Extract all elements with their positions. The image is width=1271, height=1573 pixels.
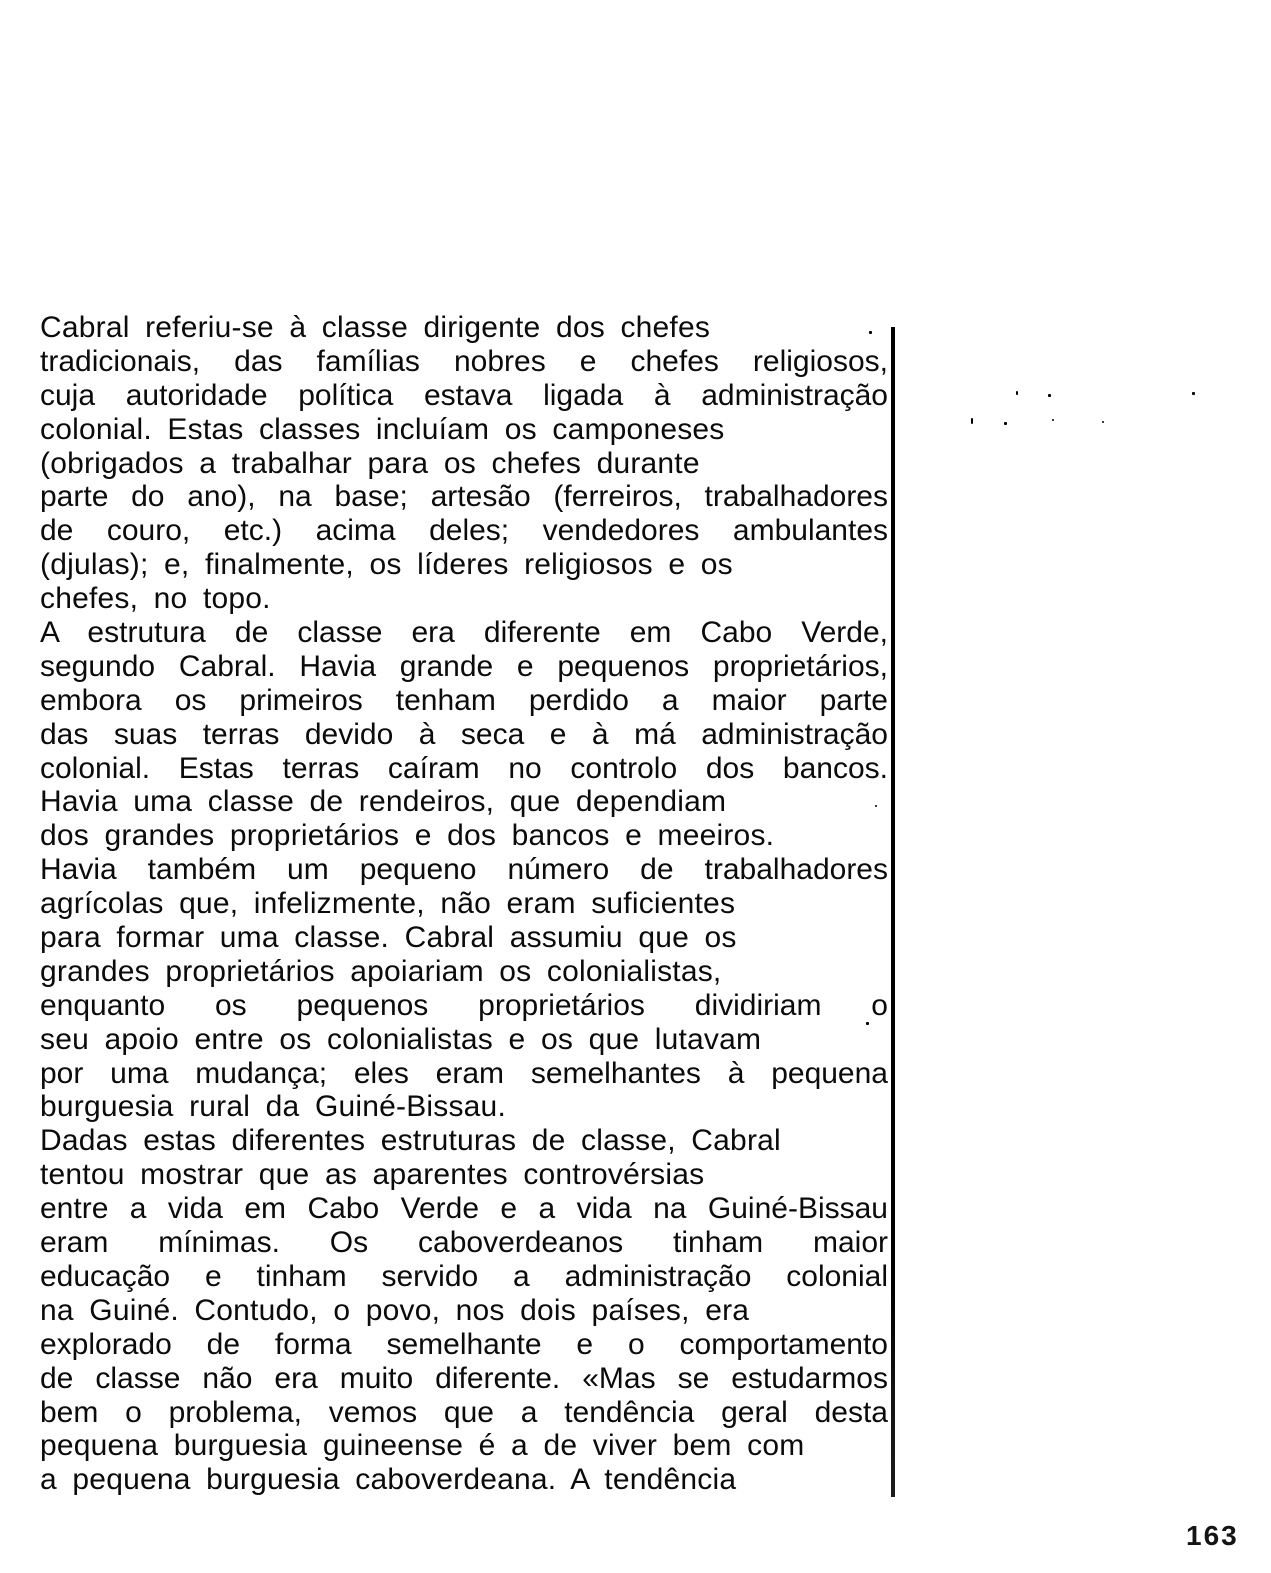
text-line: explorado de forma semelhante e o comportamento — [40, 1327, 888, 1361]
scan-speck — [1016, 391, 1018, 395]
text-line: Cabral referiu-se à classe dirigente dos chefes — [40, 311, 711, 344]
text-line: entre a vida em Cabo Verde e a vida na Guiné-Bissau — [40, 1192, 888, 1226]
text-line: (obrigados a trabalhar para os chefes durante — [40, 446, 700, 480]
text-line: tradicionais, das famílias nobres e chefes religiosos, — [40, 344, 888, 378]
scan-speck — [1052, 419, 1054, 421]
scan-speck — [1048, 394, 1051, 397]
text-line: pequena burguesia guineense é a de viver bem com — [40, 1429, 805, 1463]
text-line: burguesia rural da Guiné-Bissau. — [40, 1090, 506, 1124]
text-line: Havia uma classe de rendeiros, que dependiam — [40, 785, 727, 819]
text-line: cuja autoridade política estava ligada à administração — [40, 378, 888, 412]
text-line: na Guiné. Contudo, o povo, nos dois países, era — [40, 1293, 750, 1327]
text-line: seu apoio entre os colonialistas e os que lutavam — [40, 1022, 762, 1056]
text-line: por uma mudança; eles eram semelhantes à pequena — [40, 1056, 888, 1090]
text-line: colonial. Estas classes incluíam os camponeses — [40, 412, 725, 446]
text-line: a pequena burguesia caboverdeana. A tendência — [40, 1463, 737, 1497]
text-line: embora os primeiros tenham perdido a maior parte — [40, 683, 888, 717]
scan-speck — [1192, 392, 1195, 395]
text-line: eram mínimas. Os caboverdeanos tinham maior — [40, 1226, 888, 1260]
text-line: Havia também um pequeno número de trabalhadores — [40, 853, 888, 887]
text-line: tentou mostrar que as aparentes controvérsias — [40, 1158, 705, 1192]
text-line: de couro, etc.) acima deles; vendedores ambulantes — [40, 514, 888, 548]
text-line: Dadas estas diferentes estruturas de classe, Cabral — [40, 1124, 781, 1158]
text-line: grandes proprietários apoiariam os colonialistas, — [40, 954, 722, 988]
text-line: segundo Cabral. Havia grande e pequenos proprietários, — [40, 649, 888, 683]
text-block — [40, 311, 888, 1497]
scan-speck — [875, 805, 877, 807]
scan-speck — [1102, 421, 1104, 423]
text-line: colonial. Estas terras caíram no controlo dos bancos. — [40, 751, 888, 785]
text-line: para formar uma classe. Cabral assumiu que os — [40, 921, 737, 955]
text-line: enquanto os pequenos proprietários dividiriam o — [40, 988, 888, 1022]
text-line: das suas terras devido à seca e à má administração — [40, 717, 888, 751]
page-number: 163 — [1186, 1520, 1239, 1551]
scan-speck — [1004, 422, 1007, 425]
text-line: (djulas); e, finalmente, os líderes religiosos e os — [40, 548, 733, 582]
scan-speck — [869, 331, 872, 334]
column-divider-line — [891, 327, 895, 1497]
text-line: parte do ano), na base; artesão (ferreiros, trabalhadores — [40, 480, 888, 514]
text-line: dos grandes proprietários e dos bancos e meeiros. — [40, 819, 775, 853]
text-line: de classe não era muito diferente. «Mas se estudarmos — [40, 1361, 888, 1395]
text-line: bem o problema, vemos que a tendência geral desta — [40, 1395, 888, 1429]
text-line: agrícolas que, infelizmente, não eram suficientes — [40, 887, 736, 921]
text-line: A estrutura de classe era diferente em Cabo Verde, — [40, 616, 888, 650]
text-line: chefes, no topo. — [40, 582, 271, 616]
text-line: educação e tinham servido a administração colonial — [40, 1259, 888, 1293]
scan-speck — [971, 418, 973, 424]
scan-speck — [866, 1022, 869, 1025]
